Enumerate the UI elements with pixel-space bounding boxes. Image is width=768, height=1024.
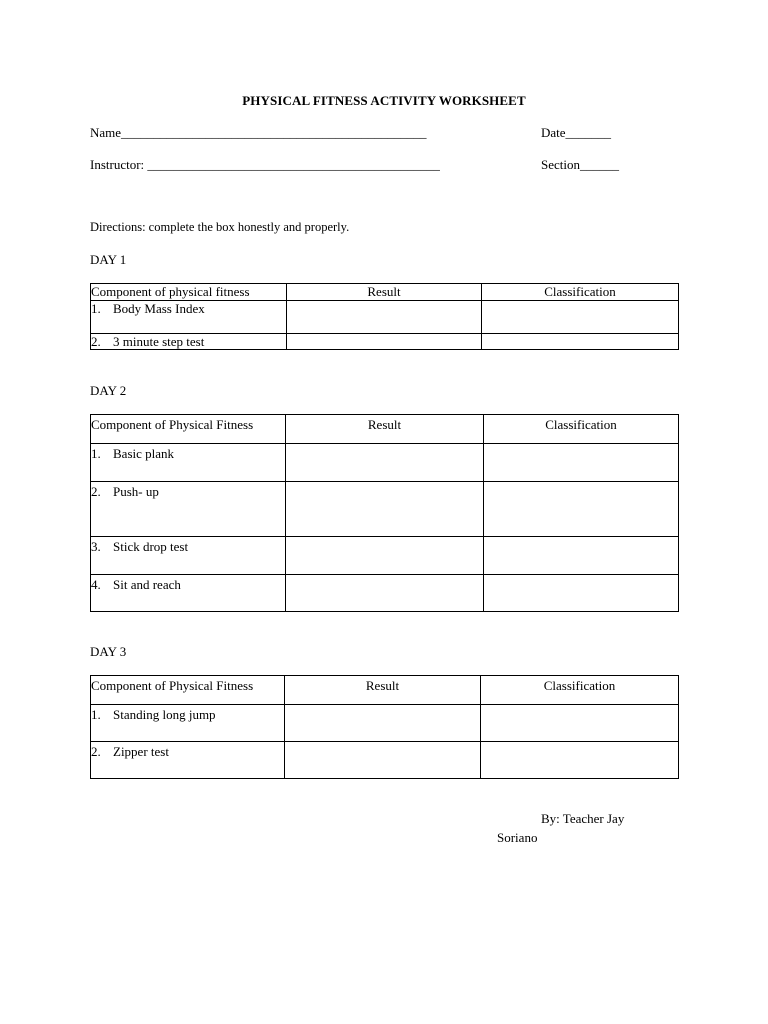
name-field[interactable]: Name_______________________________________________	[90, 125, 427, 140]
component-cell	[91, 575, 286, 612]
item-label: Zipper test	[113, 744, 169, 759]
item-label: Sit and reach	[113, 577, 181, 592]
classification-cell[interactable]	[484, 482, 679, 537]
component-cell	[91, 334, 287, 350]
item-number: 1.	[91, 707, 101, 722]
classification-cell[interactable]	[481, 742, 679, 779]
item-number: 2.	[91, 744, 101, 759]
component-cell	[91, 705, 285, 742]
item-label: Stick drop test	[113, 539, 189, 554]
item-number: 2.	[91, 484, 101, 499]
classification-cell[interactable]	[482, 301, 679, 334]
item-label: Standing long jump	[113, 707, 216, 722]
table-row	[91, 334, 679, 350]
classification-cell[interactable]	[484, 537, 679, 575]
header-component: Component of Physical Fitness	[91, 415, 286, 444]
table-row	[91, 482, 679, 537]
result-cell[interactable]	[285, 705, 481, 742]
header-component: Component of physical fitness	[91, 284, 287, 301]
result-cell[interactable]	[285, 742, 481, 779]
classification-cell[interactable]	[482, 334, 679, 350]
header-result: Result	[287, 284, 482, 301]
classification-cell[interactable]	[484, 575, 679, 612]
header-component: Component of Physical Fitness	[91, 676, 285, 705]
header-classification: Classification	[484, 415, 679, 444]
result-cell[interactable]	[286, 575, 484, 612]
component-cell	[91, 444, 286, 482]
result-cell[interactable]	[286, 482, 484, 537]
day2-label: DAY 2	[90, 383, 127, 398]
header-classification: Classification	[482, 284, 679, 301]
item-label: Push- up	[113, 484, 159, 499]
header-result: Result	[285, 676, 481, 705]
item-number: 1.	[91, 301, 101, 316]
header-result: Result	[286, 415, 484, 444]
item-number: 2.	[91, 334, 101, 349]
instructor-field[interactable]: Instructor: _____________________________________________	[90, 157, 440, 172]
item-number: 4.	[91, 577, 101, 592]
component-cell	[91, 742, 285, 779]
table-row	[91, 537, 679, 575]
day1-label: DAY 1	[90, 252, 127, 267]
author-line: By: Teacher Jay	[541, 811, 625, 826]
classification-cell[interactable]	[484, 444, 679, 482]
result-cell[interactable]	[286, 444, 484, 482]
item-label: Basic plank	[113, 446, 175, 461]
day3-label: DAY 3	[90, 644, 127, 659]
worksheet-title: PHYSICAL FITNESS ACTIVITY WORKSHEET	[242, 93, 526, 108]
component-cell	[91, 301, 287, 334]
table-row	[91, 705, 679, 742]
table-row	[91, 742, 679, 779]
table-row	[91, 444, 679, 482]
result-cell[interactable]	[286, 537, 484, 575]
day3-table	[90, 675, 679, 779]
component-cell	[91, 482, 286, 537]
result-cell[interactable]	[287, 334, 482, 350]
table-header-row	[91, 676, 679, 705]
section-field[interactable]: Section______	[541, 157, 619, 172]
component-cell	[91, 537, 286, 575]
table-row	[91, 301, 679, 334]
item-label: 3 minute step test	[113, 334, 205, 349]
author-surname: Soriano	[497, 830, 538, 845]
day2-table	[90, 414, 679, 612]
item-number: 1.	[91, 446, 101, 461]
item-label: Body Mass Index	[113, 301, 205, 316]
date-field[interactable]: Date_______	[541, 125, 612, 140]
item-number: 3.	[91, 539, 101, 554]
table-header-row	[91, 415, 679, 444]
header-classification: Classification	[481, 676, 679, 705]
classification-cell[interactable]	[481, 705, 679, 742]
table-row	[91, 575, 679, 612]
day1-table	[90, 283, 679, 350]
result-cell[interactable]	[287, 301, 482, 334]
table-header-row	[91, 284, 679, 301]
directions-text: Directions: complete the box honestly and properly.	[90, 220, 350, 234]
